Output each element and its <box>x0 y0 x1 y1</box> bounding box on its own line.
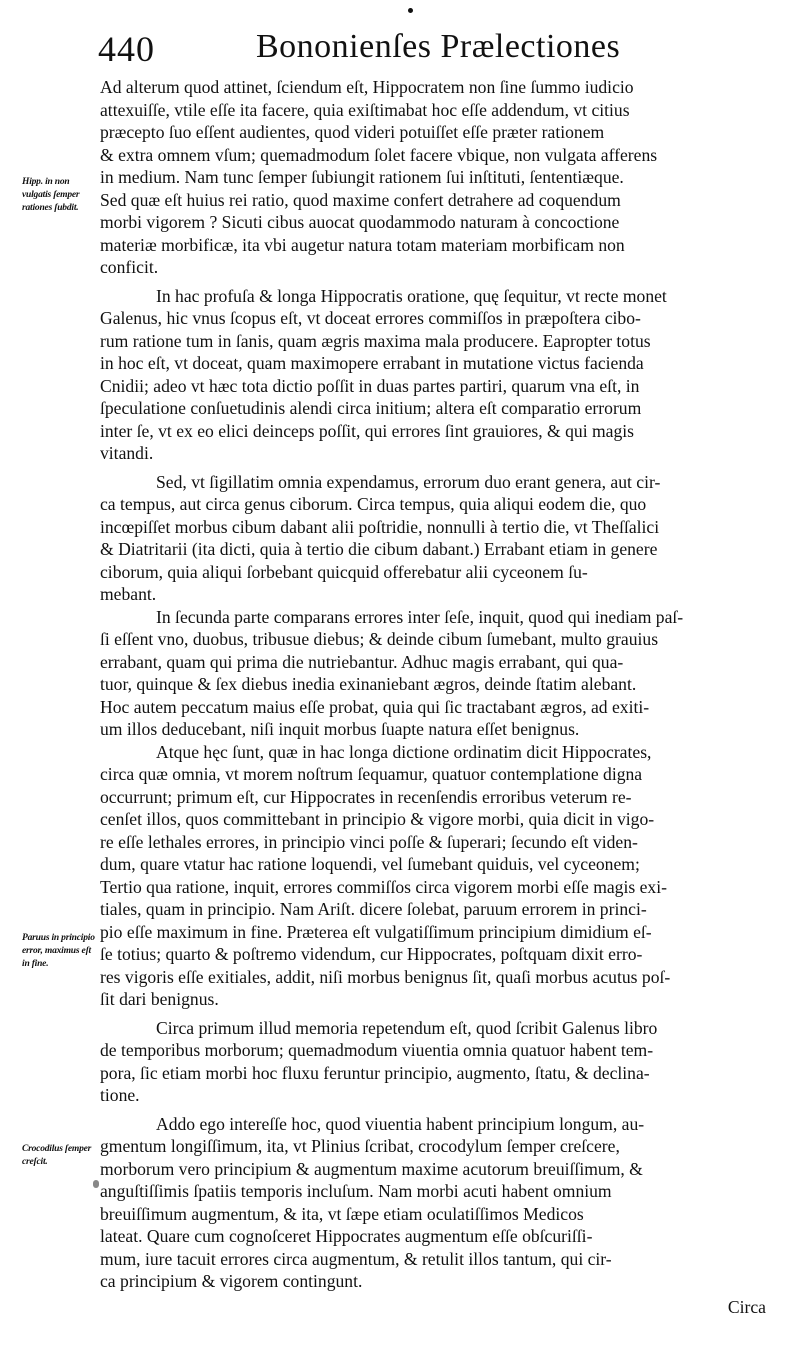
text-line: circa quæ omnia, vt morem noſtrum ſequamur, quatuor contemplatione digna <box>100 764 643 784</box>
text-line: Hoc autem peccatum maius eſſe probat, quia qui ſic tractabant ægros, ad exiti- <box>100 696 650 717</box>
text-line: mebant. <box>100 584 157 604</box>
text-line: in medium. Nam tunc ſemper ſubiungit rationem ſui inſtituti, ſententiæque. <box>100 167 624 187</box>
text-line: ca principium & vigorem contingunt. <box>100 1271 363 1291</box>
margin-note-paruus-error: Paruus in principio error, maximus eſt in fine. <box>22 933 95 969</box>
text-line: attexuiſſe, vtile eſſe ita facere, quia exiſtimabat hoc eſſe addendum, vt citius <box>100 99 630 120</box>
page-header <box>92 22 752 78</box>
text-line: ſe totius; quarto & poſtremo videndum, cur Hippocrates, poſtquam dixit erro- <box>100 944 643 964</box>
running-title: Bononienſes Prælectiones <box>256 28 621 65</box>
text-line: lateat. Quare cum cognoſceret Hippocrates augmentum eſſe obſcuriſſi- <box>100 1226 593 1246</box>
text-line: præcepto ſuo eſſent audientes, quod videri potuiſſet eſſe præter rationem <box>100 122 605 142</box>
text-line: Sed, vt ſigillatim omnia expendamus, errorum duo erant genera, aut cir- <box>156 471 661 492</box>
text-line: morborum vero principium & augmentum maxime acutorum breuiſſimum, & <box>100 1158 643 1179</box>
text-line: Addo ego intereſſe hoc, quod viuentia habent principium longum, au- <box>156 1113 645 1134</box>
text-line: errabant, quam qui prima die nutriebantur. Adhuc magis errabant, qui qua- <box>100 651 624 672</box>
text-line: ſi eſſent vno, duobus, tribusue diebus; & deinde cibum ſumebant, multo grauius <box>100 629 659 649</box>
text-line: Galenus, hic vnus ſcopus eſt, vt doceat errores commiſſos in præpoſtera cibo- <box>100 308 641 328</box>
text-line: inter ſe, vt ex eo elici deinceps poſſit, qui errores ſint grauiores, & qui magis <box>100 420 635 441</box>
margin-note-hippocrates: Hipp. in non vulgatis ſemper rationes ſubdit. <box>22 177 80 213</box>
text-line: res vigoris eſſe exitiales, addit, niſi morbus benignus ſit, quaſi morbus acutus poſ- <box>100 966 671 987</box>
text-line: ciborum, quia aliqui ſorbebant quicquid offerebatur alii cyceonem ſu- <box>100 561 588 582</box>
text-line: In hac profuſa & longa Hippocratis oratione, quę ſequitur, vt recte monet <box>156 285 667 306</box>
text-line: materiæ morbificæ, ita vbi augetur natura totam materiam morbificam non <box>100 234 625 255</box>
text-line: um illos deducebant, niſi inquit morbus ſuapte natura eſſet benignus. <box>100 719 580 739</box>
text-line: conficit. <box>100 257 159 277</box>
text-line: ca tempus, aut circa genus ciborum. Circa tempus, quia aliqui eodem die, quo <box>100 494 647 514</box>
text-line: tione. <box>100 1085 140 1105</box>
text-line: pora, ſic etiam morbi hoc fluxu feruntur principio, augmento, ſtatu, & declina- <box>100 1062 650 1083</box>
text-line: cenſet illos, quos committebant in principio & vigore morbi, quia dicit in vigo- <box>100 809 655 829</box>
text-line: Sed quæ eſt huius rei ratio, quod maxime confert detrahere ad coquendum <box>100 189 621 210</box>
text-line: tuor, quinque & ſex diebus inedia exinaniebant ægros, deinde ſtatim alebant. <box>100 674 637 694</box>
text-line: rum ratione tum in ſanis, quam ægris maxima mala producere. Eapropter totus <box>100 330 651 351</box>
margin-note-crocodilus: Crocodilus ſemper creſcit. <box>22 1144 92 1167</box>
text-line: ſpeculatione conſuetudinis alendi circa initium; altera eſt comparatio errorum <box>100 398 642 418</box>
text-line: occurrunt; primum eſt, cur Hippocrates in recenſendis erroribus veterum re- <box>100 786 632 807</box>
ink-speck <box>93 1180 99 1188</box>
page-number: 440 <box>98 29 155 69</box>
text-line: ſit dari benignus. <box>100 989 219 1009</box>
text-line: Ad alterum quod attinet, ſciendum eſt, Hippocratem non ſine ſummo iudicio <box>100 77 634 97</box>
text-line: Circa primum illud memoria repetendum eſt, quod ſcribit Galenus libro <box>156 1017 658 1038</box>
text-line: in hoc eſt, vt doceat, quam maximopere errabant in mutatione victus facienda <box>100 353 644 373</box>
text-line: & extra omnem vſum; quemadmodum ſolet facere vbique, non vulgata afferens <box>100 144 658 165</box>
text-line: Cnidii; adeo vt hæc tota dictio poſſit in duas partes partiri, quarum vna eſt, in <box>100 375 640 396</box>
text-line: pio eſſe maximum in fine. Præterea eſt vulgatiſſimum principium dimidium eſ- <box>100 921 652 942</box>
body-text <box>100 76 768 1293</box>
text-line: dum, quare vtatur hac ratione loquendi, vel ſumebant quiduis, vel cyceonem; <box>100 854 640 874</box>
text-line: mum, iure tacuit errores circa augmentum, & retulit illos tantum, qui cir- <box>100 1248 612 1269</box>
text-line: Tertio qua ratione, inquit, errores commiſſos circa vigorem morbi eſſe magis exi- <box>100 876 667 897</box>
text-line: de temporibus morborum; quemadmodum viuentia omnia quatuor habent tem- <box>100 1040 654 1060</box>
ink-dot <box>408 8 413 13</box>
text-line: & Diatritarii (ita dicti, quia à tertio die cibum dabant.) Errabant etiam in genere <box>100 539 658 559</box>
text-line: vitandi. <box>100 443 154 463</box>
text-line: re eſſe lethales errores, in principio vinci poſſe & ſuperari; ſecundo eſt viden- <box>100 831 638 852</box>
text-line: In ſecunda parte comparans errores inter ſeſe, inquit, quod qui inediam paſ- <box>156 606 684 627</box>
text-line: tiales, quam in principio. Nam Ariſt. dicere ſolebat, paruum errorem in princi- <box>100 899 647 919</box>
catchword: Circa <box>727 1297 766 1317</box>
text-line: breuiſſimum augmentum, & ita, vt ſæpe etiam oculatiſſimos Medicos <box>100 1203 584 1224</box>
text-line: incœpiſſet morbus cibum dabant alii poſtridie, nonnulli à tertio die, vt Theſſalici <box>100 516 660 537</box>
text-line: anguſtiſſimis ſpatiis temporis incluſum. Nam morbi acuti habent omnium <box>100 1181 612 1201</box>
text-line: gmentum longiſſimum, ita, vt Plinius ſcribat, crocodylum ſemper creſcere, <box>100 1136 620 1156</box>
text-line: Atque hęc ſunt, quæ in hac longa dictione ordinatim dicit Hippocrates, <box>156 741 652 762</box>
text-line: morbi vigorem ? Sicuti cibus auocat quodammodo naturam à concoctione <box>100 212 620 232</box>
